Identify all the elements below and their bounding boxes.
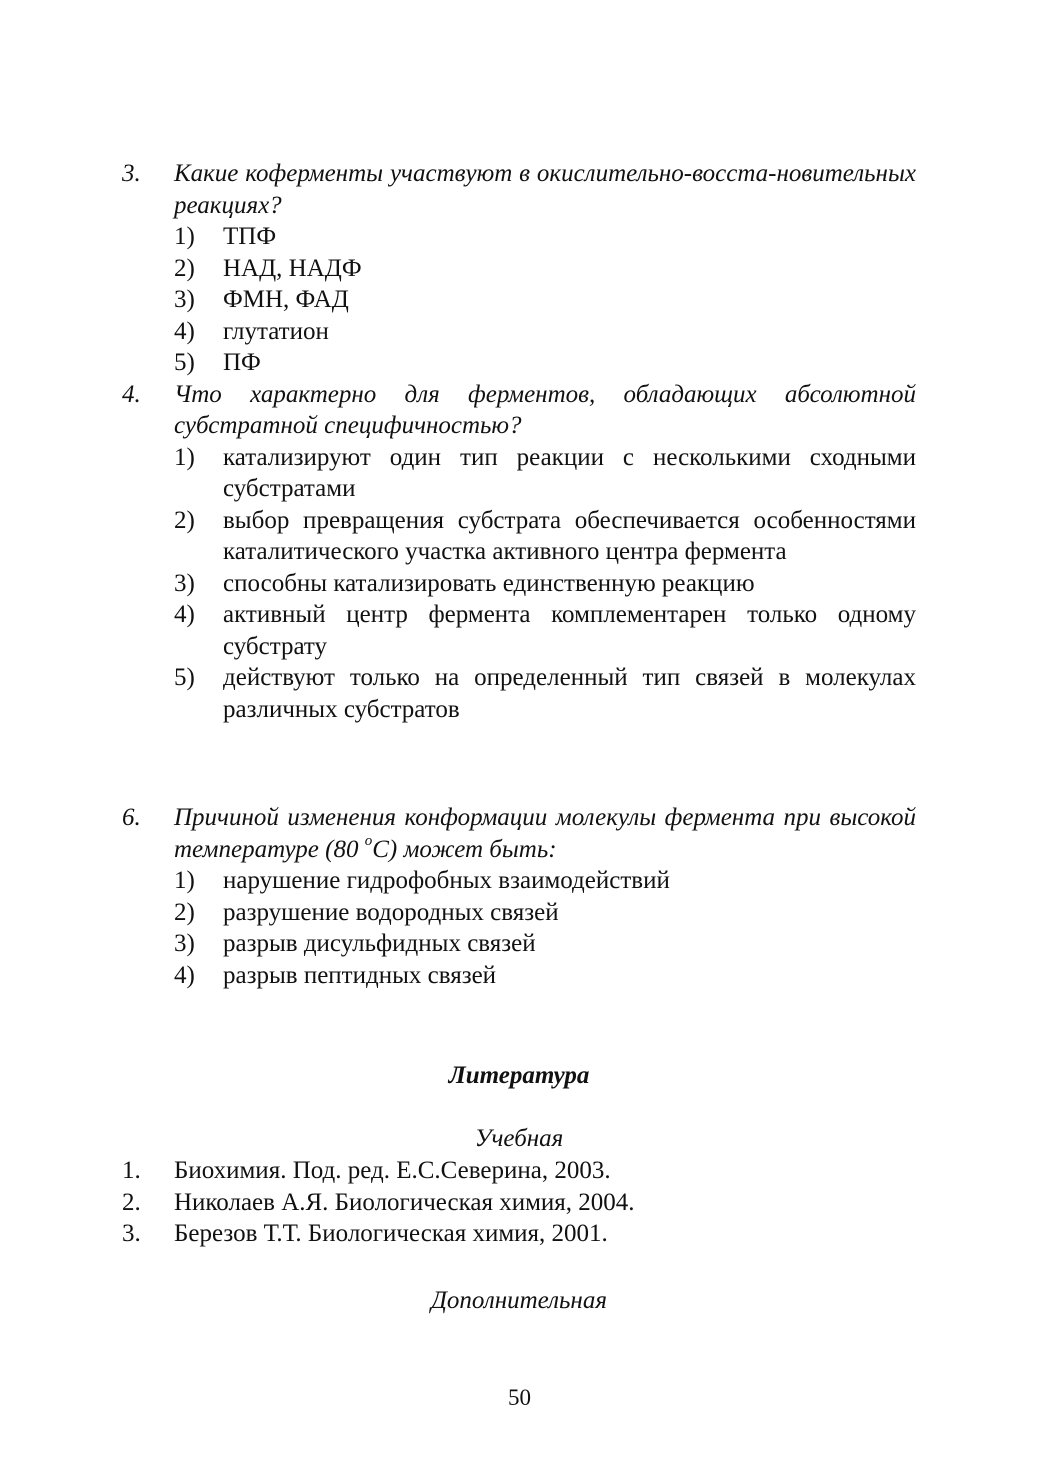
question-6	[122, 802, 916, 991]
question-text: Какие коферменты участвуют в окислительно-восста-новительных реакциях?	[174, 160, 916, 219]
option-number: 3)	[174, 286, 195, 313]
option-text: разрыв пептидных связей	[223, 961, 497, 989]
reference-item	[122, 1187, 916, 1219]
option-number: 1)	[174, 867, 195, 894]
answer-option	[122, 253, 916, 285]
option-number: 2)	[174, 898, 195, 926]
option-number: 5)	[174, 349, 195, 376]
answer-option	[122, 662, 916, 725]
question-4-prompt	[122, 379, 916, 442]
answer-option	[122, 221, 916, 253]
question-3-prompt	[122, 158, 916, 221]
additional-heading: Дополнительная	[431, 1287, 607, 1314]
reference-text: Березов Т.Т. Биологическая химия, 2001.	[174, 1220, 608, 1247]
answer-option	[122, 568, 916, 600]
option-text: НАД, НАДФ	[223, 254, 362, 282]
option-text: катализируют один тип реакции с несколькими сходными субстратами	[223, 443, 916, 502]
answer-option	[122, 442, 916, 505]
option-number: 2)	[174, 254, 195, 282]
question-text: Что характерно для ферментов, обладающих абсолютной субстратной специфичностью?	[174, 380, 916, 439]
option-number: 4)	[174, 961, 195, 989]
answer-option	[122, 897, 916, 929]
option-text: разрушение водородных связей	[223, 898, 559, 926]
page-number: 50	[508, 1385, 531, 1410]
degree-sign: o	[364, 833, 373, 850]
question-text	[174, 802, 916, 865]
answer-option	[122, 599, 916, 662]
option-text: ПФ	[223, 349, 261, 376]
answer-option	[122, 928, 916, 960]
question-number: 4.	[122, 380, 141, 408]
educational-list	[122, 1155, 916, 1250]
option-text: действуют только на определенный тип связей в молекулах различных субстратов	[223, 664, 916, 723]
option-text: способны катализировать единственную реакцию	[223, 569, 755, 597]
option-text: нарушение гидрофобных взаимодействий	[223, 867, 670, 894]
question-text-start: Причиной изменения конформации молекулы фермента при высокой температуре (80	[174, 804, 916, 863]
option-text: разрыв дисульфидных связей	[223, 930, 536, 957]
answer-option	[122, 865, 916, 897]
reference-text: Биохимия. Под. ред. Е.С.Северина, 2003.	[174, 1157, 611, 1184]
question-3	[122, 158, 916, 725]
answer-option	[122, 316, 916, 348]
option-number: 5)	[174, 664, 195, 691]
option-text: активный центр фермента комплементарен только одному субстрату	[223, 601, 916, 660]
reference-number: 3.	[122, 1220, 141, 1247]
option-number: 4)	[174, 601, 195, 628]
educational-heading: Учебная	[474, 1125, 564, 1152]
literature-heading: Литература	[448, 1062, 590, 1089]
option-text: ФМН, ФАД	[223, 286, 349, 313]
option-number: 2)	[174, 506, 195, 534]
option-number: 4)	[174, 317, 195, 345]
answer-option	[122, 347, 916, 379]
option-text: глутатион	[223, 317, 329, 345]
question-number: 3.	[122, 160, 141, 187]
option-number: 1)	[174, 443, 195, 471]
reference-item	[122, 1155, 916, 1187]
answer-option	[122, 284, 916, 316]
option-number: 3)	[174, 569, 195, 597]
answer-option	[122, 960, 916, 992]
question-number: 6.	[122, 804, 141, 831]
option-number: 3)	[174, 930, 195, 957]
reference-number: 2.	[122, 1188, 141, 1216]
reference-item	[122, 1218, 916, 1250]
option-text: ТПФ	[223, 223, 277, 250]
reference-text: Николаев А.Я. Биологическая химия, 2004.	[174, 1188, 635, 1216]
answer-option	[122, 505, 916, 568]
reference-number: 1.	[122, 1157, 141, 1184]
option-number: 1)	[174, 223, 195, 250]
question-6-prompt	[122, 802, 916, 865]
option-text: выбор превращения субстрата обеспечивается особенностями каталитического участка активного центра фермента	[223, 506, 916, 565]
question-text-end: C) может быть:	[372, 835, 557, 863]
